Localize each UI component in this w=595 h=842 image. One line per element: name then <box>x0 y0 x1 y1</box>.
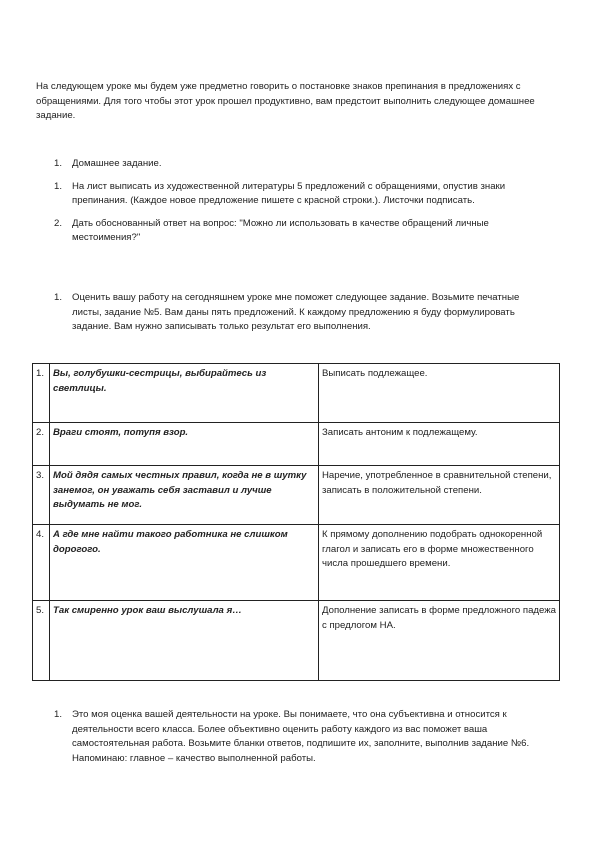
list-item-text: На лист выписать из художественной литературы 5 предложений с обращениями, опустив знаки препинания. (Каждое новое предложение пишете с красной строки.). Листочки подписать. <box>72 180 506 206</box>
sentence-cell: Так смиренно урок ваш выслушала я… <box>50 601 319 681</box>
table-row <box>33 525 560 601</box>
table-row <box>33 423 560 466</box>
intro-paragraph: На следующем уроке мы будем уже предметно говорить о постановке знаков препинания в предложениях с обращениями. Для того чтобы этот урок прошел продуктивно, вам предстоит выполнить следующее домашнее задание. <box>36 81 535 121</box>
row-number: 1. <box>33 364 50 423</box>
table-row <box>33 601 560 681</box>
list-item <box>54 217 540 246</box>
sentence-cell: Враги стоят, потупя взор. <box>50 423 319 466</box>
assessment-list <box>54 291 540 343</box>
list-item-text: Оценить вашу работу на сегодняшнем уроке мне поможет следующее задание. Возьмите печатные листы, задание №5. Вам даны пять предложений. К каждому предложению я буду формулировать задание. Вам нужно записывать только результат его выполнения. <box>72 292 520 332</box>
list-item-number: 1. <box>54 180 63 192</box>
task-cell: Записать антоним к подлежащему. <box>319 423 560 466</box>
task-cell: Наречие, употребленное в сравнительной степени, записать в положительной степени. <box>319 466 560 525</box>
list-item-text: Дать обоснованный ответ на вопрос: "Можно ли использовать в качестве обращений личные местоимения?" <box>72 217 489 243</box>
final-note-list <box>54 708 540 774</box>
list-item-number: 1. <box>54 292 63 303</box>
task-cell: Дополнение записать в форме предложного падежа с предлогом НА. <box>319 601 560 681</box>
row-number: 4. <box>33 525 50 601</box>
list-item <box>54 157 540 172</box>
row-number: 3. <box>33 466 50 525</box>
list-item-number: 1. <box>54 158 63 169</box>
list-item-text: Домашнее задание. <box>72 158 162 169</box>
task-cell: К прямому дополнению подобрать однокоренной глагол и записать его в форме множественного числа прошедшего времени. <box>319 525 560 601</box>
list-item <box>54 291 540 335</box>
list-item-text: Это моя оценка вашей деятельности на уроке. Вы понимаете, что она субъективна и относится к деятельности всего класса. Более объективно оценить работу каждого из вас поможет ваша самостоятельная работа. Возьмите бланки ответов, подпишите их, заполните, выполнив задание №6. Напоминаю: главное – качество выполненной работы. <box>72 709 530 764</box>
table-row <box>33 364 560 423</box>
sentence-cell: Мой дядя самых честных правил, когда не в шутку занемог, он уважать себя заставил и лучше выдумать не мог. <box>50 466 319 525</box>
row-number: 2. <box>33 423 50 466</box>
task-table <box>32 363 560 681</box>
row-number: 5. <box>33 601 50 681</box>
sentence-cell: Вы, голубушки-сестрицы, выбирайтесь из светлицы. <box>50 364 319 423</box>
homework-list <box>54 157 540 254</box>
list-item <box>54 180 540 209</box>
list-item <box>54 708 540 766</box>
table-row <box>33 466 560 525</box>
task-cell: Выписать подлежащее. <box>319 364 560 423</box>
sentence-cell: А где мне найти такого работника не слишком дорогого. <box>50 525 319 601</box>
list-item-number: 2. <box>54 217 63 229</box>
list-item-number: 1. <box>54 709 63 720</box>
